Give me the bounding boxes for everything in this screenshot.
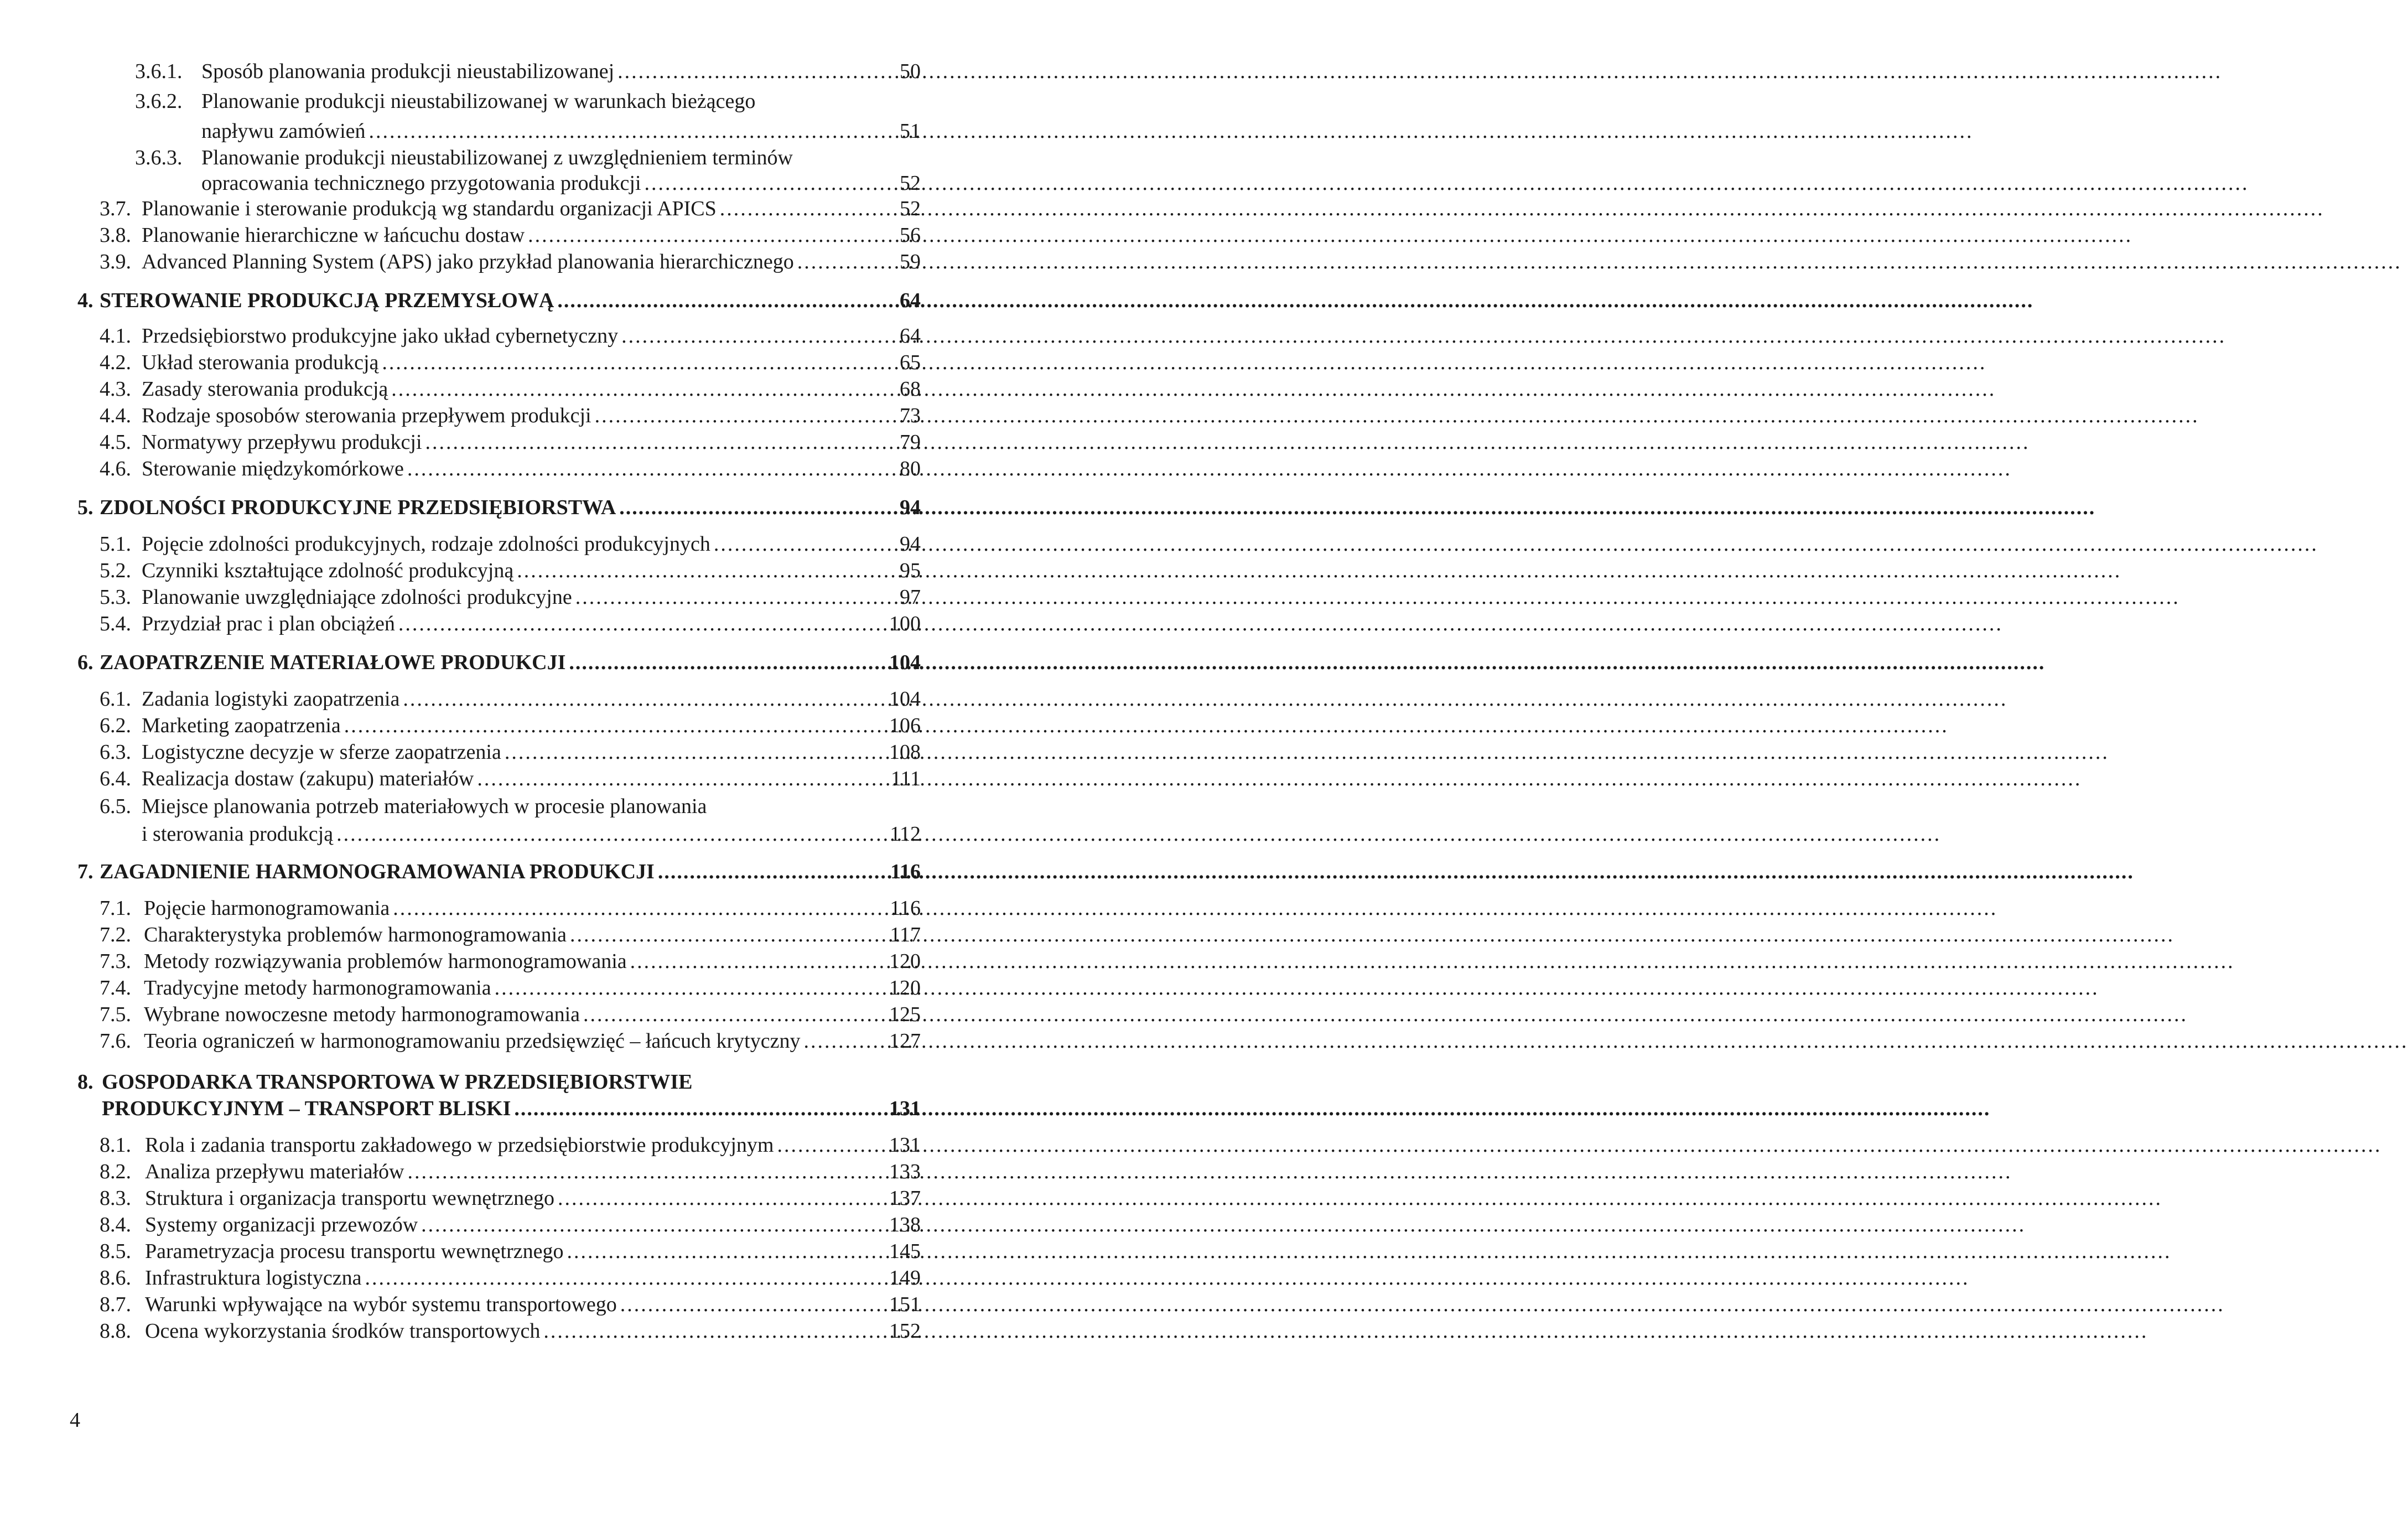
leader-dots — [575, 582, 2180, 612]
toc-entry-page: 117 — [890, 923, 921, 946]
toc-entry-number: 3.6.3. — [135, 146, 183, 169]
toc-entry-title: Analiza przepływu materiałów — [145, 1160, 404, 1183]
leader-dots — [558, 1183, 2162, 1213]
toc-entry-title: Planowanie uwzględniające zdolności produkcyjne — [142, 586, 572, 609]
toc-entry-title: Infrastruktura logistyczna — [145, 1266, 362, 1290]
leader-dots — [425, 427, 2030, 457]
toc-entry-page: 80 — [900, 457, 921, 480]
toc-entry-page: 100 — [889, 612, 921, 635]
toc-entry-number: 6.3. — [100, 741, 131, 764]
leader-dots — [407, 1157, 2012, 1187]
leader-dots — [595, 401, 2199, 431]
leader-dots — [714, 529, 2318, 559]
toc-entry-number: 5.2. — [100, 559, 131, 582]
toc-entry-number: 8.1. — [100, 1133, 131, 1157]
toc-entry-title: Warunki wpływające na wybór systemu transportowego — [145, 1293, 617, 1316]
toc-entry — [100, 973, 865, 1003]
toc-entry-title: Marketing zaopatrzenia — [142, 714, 341, 737]
leader-dots — [495, 973, 2099, 1003]
toc-entry — [100, 1026, 865, 1056]
leader-dots — [505, 737, 2109, 767]
toc-chapter — [77, 648, 865, 677]
toc-entry — [100, 321, 865, 351]
toc-chapter-number: 6. — [77, 651, 94, 674]
toc-entry-page: 95 — [900, 559, 921, 582]
toc-entry-number: 4.1. — [100, 324, 131, 348]
toc-entry — [100, 1000, 865, 1029]
leader-dots — [567, 1236, 2172, 1266]
toc-chapter-page: 94 — [900, 496, 921, 519]
toc-entry-title: Rodzaje sposobów sterowania przepływem produkcji — [142, 404, 591, 427]
leader-dots — [344, 711, 1949, 741]
toc-entry-number: 3.9. — [100, 250, 131, 273]
toc-entry-number: 7.5. — [100, 1003, 131, 1026]
toc-entry-page: 125 — [889, 1003, 921, 1026]
leader-dots — [620, 1290, 2225, 1319]
toc-entry-page: 51 — [900, 120, 921, 143]
toc-chapter-title: ZAOPATRZENIE MATERIAŁOWE PRODUKCJI — [100, 651, 566, 674]
toc-entry-page: 73 — [900, 404, 921, 427]
toc-entry-number: 5.4. — [100, 612, 131, 635]
leader-dots — [570, 920, 2175, 950]
toc-chapter — [77, 493, 865, 522]
toc-entry-number: 3.8. — [100, 224, 131, 247]
toc-entry-page: 104 — [889, 687, 921, 711]
toc-entry-page: 131 — [889, 1133, 921, 1157]
leader-dots — [407, 454, 2012, 484]
leader-dots — [391, 374, 1996, 404]
toc-entry — [100, 1210, 865, 1240]
toc-entry — [100, 1236, 865, 1266]
leader-dots — [543, 1316, 2148, 1346]
toc-entry-number: 7.4. — [100, 976, 131, 1000]
toc-entry-number: 7.6. — [100, 1029, 131, 1053]
toc-entry-number: 8.5. — [100, 1240, 131, 1263]
toc-entry-page: 52 — [900, 172, 921, 195]
toc-entry-title: Zadania logistyki zaopatrzenia — [142, 687, 400, 711]
toc-entry-title: Planowanie hierarchiczne w łańcuchu dostaw — [142, 224, 525, 247]
toc-entry — [142, 819, 865, 849]
toc-entry — [100, 529, 865, 559]
toc-entry-page: 127 — [889, 1029, 921, 1053]
toc-entry-number: 8.3. — [100, 1187, 131, 1210]
toc-entry — [100, 946, 865, 976]
leader-dots — [619, 493, 2095, 522]
toc-entry-number: 5.1. — [100, 532, 131, 556]
toc-entry — [135, 56, 865, 86]
leader-dots — [398, 609, 2003, 639]
leader-dots — [403, 684, 2007, 714]
toc-entry-page: 111 — [890, 767, 921, 790]
toc-chapter-page: 64 — [900, 289, 921, 312]
toc-entry-number: 4.5. — [100, 431, 131, 454]
toc-entry-number: 8.2. — [100, 1160, 131, 1183]
toc-entry-page: 112 — [890, 822, 921, 846]
toc-chapter-title-line — [77, 1067, 693, 1097]
toc-entry-title: Planowanie produkcji nieustabilizowanej z uwzględnieniem terminów — [201, 146, 793, 169]
toc-entry — [100, 401, 865, 431]
leader-dots — [365, 1263, 1969, 1293]
toc-chapter-number: 8. — [77, 1070, 94, 1094]
toc-entry — [100, 737, 865, 767]
toc-entry-title-line — [100, 791, 707, 821]
toc-entry-page: 94 — [900, 532, 921, 556]
leader-dots — [336, 819, 1941, 849]
toc-entry-number: 6.2. — [100, 714, 131, 737]
toc-entry — [100, 1130, 865, 1160]
toc-entry-number: 4.4. — [100, 404, 131, 427]
toc-entry-page: 151 — [889, 1293, 921, 1316]
toc-entry-page: 120 — [889, 950, 921, 973]
toc-entry-number: 7.2. — [100, 923, 131, 946]
toc-entry-title: Rola i zadania transportu zakładowego w przedsiębiorstwie produkcyjnym — [145, 1133, 774, 1157]
toc-entry-title: Wybrane nowoczesne metody harmonogramowania — [144, 1003, 580, 1026]
toc-entry — [100, 1183, 865, 1213]
toc-chapter-title: STEROWANIE PRODUKCJĄ PRZEMYSŁOWĄ — [100, 289, 554, 312]
toc-entry-title-line — [135, 86, 755, 116]
toc-entry-page: 108 — [889, 741, 921, 764]
toc-chapter-number: 4. — [77, 289, 94, 312]
toc-entry-number: 5.3. — [100, 586, 131, 609]
toc-entry-title: Normatywy przepływu produkcji — [142, 431, 422, 454]
toc-entry-title: Zasady sterowania produkcją — [142, 377, 388, 401]
toc-entry-title: Pojęcie harmonogramowania — [144, 897, 390, 920]
toc-entry-title: Układ sterowania produkcją — [142, 351, 379, 374]
toc-chapter-title-cont: PRODUKCYJNYM – TRANSPORT BLISKI — [102, 1097, 511, 1120]
toc-entry-number: 4.6. — [100, 457, 131, 480]
toc-entry — [100, 1157, 865, 1187]
leader-dots — [569, 648, 2045, 677]
toc-entry — [100, 1290, 865, 1319]
toc-entry — [100, 711, 865, 741]
toc-chapter — [77, 857, 865, 887]
toc-entry-title: Parametryzacja procesu transportu wewnętrznego — [145, 1240, 564, 1263]
toc-entry-title: Tradycyjne metody harmonogramowania — [144, 976, 491, 1000]
toc-entry-page: 68 — [900, 377, 921, 401]
toc-entry — [100, 609, 865, 639]
toc-entry-title: Pojęcie zdolności produkcyjnych, rodzaje zdolności produkcyjnych — [142, 532, 710, 556]
toc-entry — [100, 374, 865, 404]
toc-entry-title: Advanced Planning System (APS) jako przykład planowania hierarchicznego — [142, 250, 794, 273]
leader-dots — [421, 1210, 2026, 1240]
toc-entry-title: Sposób planowania produkcji nieustabilizowanej — [201, 60, 615, 83]
leader-dots — [803, 1026, 2408, 1056]
toc-entry-title-cont: i sterowania produkcją — [142, 822, 334, 846]
toc-entry-title: Charakterystyka problemów harmonogramowania — [144, 923, 567, 946]
toc-chapter-title: ZAGADNIENIE HARMONOGRAMOWANIA PRODUKCJI — [100, 860, 655, 883]
toc-entry-title: Przydział prac i plan obciążeń — [142, 612, 395, 635]
toc-entry-title-cont: napływu zamówień — [201, 120, 366, 143]
leader-dots — [477, 764, 2082, 794]
toc-entry-number: 8.4. — [100, 1213, 131, 1236]
toc-chapter-number: 5. — [77, 496, 94, 519]
toc-entry-title: Miejsce planowania potrzeb materiałowych w procesie planowania — [142, 795, 707, 818]
toc-entry-title: Sterowanie międzykomórkowe — [142, 457, 404, 480]
toc-entry-page: 50 — [900, 60, 921, 83]
toc-entry-number: 3.6.1. — [135, 60, 183, 83]
toc-entry-number: 8.7. — [100, 1293, 131, 1316]
toc-entry-page: 138 — [889, 1213, 921, 1236]
toc-entry-number: 7.1. — [100, 897, 131, 920]
toc-entry — [201, 116, 865, 146]
toc-entry — [100, 1316, 865, 1346]
toc-entry-number: 8.8. — [100, 1319, 131, 1343]
toc-entry-title: Metody rozwiązywania problemów harmonogramowania — [144, 950, 627, 973]
toc-entry — [100, 247, 865, 277]
leader-dots — [557, 286, 2033, 315]
toc-entry — [100, 220, 865, 250]
toc-entry-page: 152 — [889, 1319, 921, 1343]
toc-entry-title: Struktura i organizacja transportu wewnętrznego — [145, 1187, 555, 1210]
toc-entry-page: 97 — [900, 586, 921, 609]
toc-entry-title: Ocena wykorzystania środków transportowych — [145, 1319, 541, 1343]
toc-entry — [100, 764, 865, 794]
toc-entry-title: Przedsiębiorstwo produkcyjne jako układ cybernetyczny — [142, 324, 619, 348]
leader-dots — [514, 1094, 1990, 1124]
toc-entry-page: 79 — [900, 431, 921, 454]
toc-entry-page: 149 — [889, 1266, 921, 1290]
toc-entry — [100, 454, 865, 484]
toc-entry-page: 106 — [889, 714, 921, 737]
toc-entry-title: Planowanie produkcji nieustabilizowanej w warunkach bieżącego — [201, 90, 756, 113]
toc-entry-number: 4.3. — [100, 377, 131, 401]
toc-entry — [100, 582, 865, 612]
toc-entry-page: 59 — [900, 250, 921, 273]
toc-entry-page: 64 — [900, 324, 921, 348]
toc-entry-number: 8.6. — [100, 1266, 131, 1290]
toc-entry — [100, 194, 865, 224]
toc-entry-number: 3.6.2. — [135, 90, 183, 113]
toc-entry-number: 6.4. — [100, 767, 131, 790]
toc-entry-number: 6.1. — [100, 687, 131, 711]
toc-entry — [100, 684, 865, 714]
leader-dots — [517, 556, 2121, 586]
toc-entry — [100, 1263, 865, 1293]
leader-dots — [382, 348, 1986, 377]
leader-dots — [720, 194, 2324, 224]
page-number: 4 — [70, 1409, 80, 1432]
toc-entry-title: Logistyczne decyzje w sferze zaopatrzenia — [142, 741, 501, 764]
toc-entry-page: 65 — [900, 351, 921, 374]
toc-entry-title: Systemy organizacji przewozów — [145, 1213, 418, 1236]
leader-dots — [797, 247, 2402, 277]
toc-entry — [100, 893, 865, 923]
leader-dots — [621, 321, 2226, 351]
toc-chapter-title: ZDOLNOŚCI PRODUKCYJNE PRZEDSIĘBIORSTWA — [100, 496, 616, 519]
toc-chapter-page: 131 — [889, 1097, 921, 1120]
toc-entry-page: 52 — [900, 197, 921, 220]
leader-dots — [777, 1130, 2382, 1160]
toc-entry — [100, 920, 865, 950]
leader-dots — [369, 116, 1974, 146]
toc-chapter-page: 116 — [890, 860, 921, 883]
toc-chapter — [102, 1094, 865, 1124]
toc-entry — [100, 427, 865, 457]
toc-entry-title-cont: opracowania technicznego przygotowania produkcji — [201, 172, 641, 195]
toc-entry-title: Realizacja dostaw (zakupu) materiałów — [142, 767, 474, 790]
toc-entry-page: 116 — [890, 897, 921, 920]
toc-entry-number: 7.3. — [100, 950, 131, 973]
toc-chapter-title: GOSPODARKA TRANSPORTOWA W PRZEDSIĘBIORSTWIE — [102, 1070, 693, 1094]
toc-entry-title: Czynniki kształtujące zdolność produkcyjną — [142, 559, 514, 582]
toc-entry-page: 137 — [889, 1187, 921, 1210]
toc-entry-page: 133 — [889, 1160, 921, 1183]
leader-dots — [617, 56, 2222, 86]
toc-entry-page: 120 — [889, 976, 921, 1000]
toc-entry-page: 145 — [889, 1240, 921, 1263]
toc-chapter-number: 7. — [77, 860, 94, 883]
toc-entry-page: 56 — [900, 224, 921, 247]
leader-dots — [393, 893, 1997, 923]
toc-entry-title: Planowanie i sterowanie produkcją wg standardu organizacji APICS — [142, 197, 717, 220]
toc-entry-number: 3.7. — [100, 197, 131, 220]
toc-chapter-page: 104 — [889, 651, 921, 674]
toc-entry-number: 6.5. — [100, 795, 131, 818]
toc-entry-title: Teoria ograniczeń w harmonogramowaniu przedsięwzięć – łańcuch krytyczny — [144, 1029, 801, 1053]
toc-entry — [100, 348, 865, 377]
toc-chapter — [77, 286, 865, 315]
toc-entry-number: 4.2. — [100, 351, 131, 374]
toc-entry — [100, 556, 865, 586]
leader-dots — [528, 220, 2132, 250]
leader-dots — [583, 1000, 2188, 1029]
